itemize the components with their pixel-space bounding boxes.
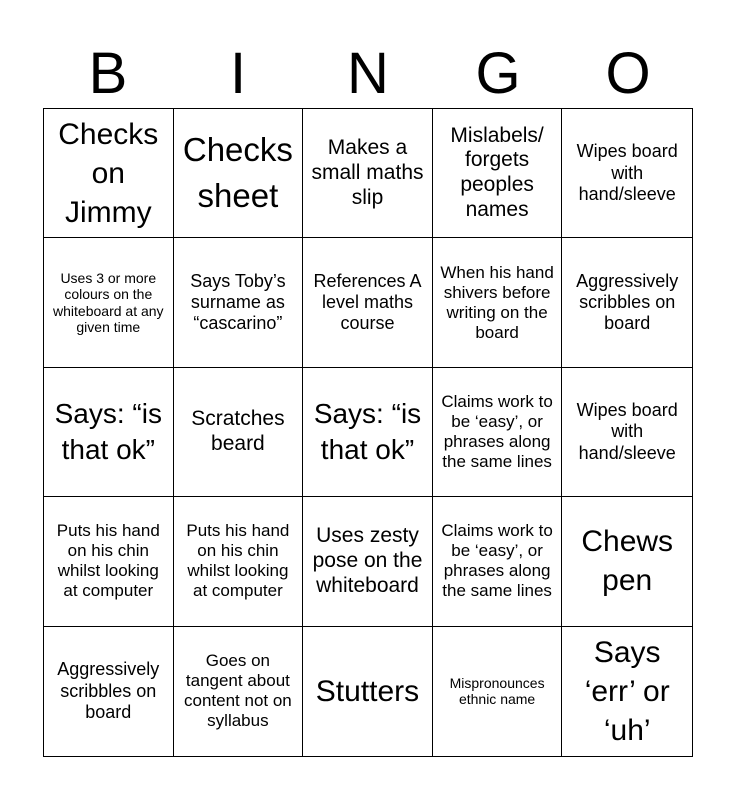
bingo-cell[interactable]: Aggressively scribbles on board — [44, 627, 174, 756]
header-letter-g: G — [475, 41, 521, 106]
bingo-cell[interactable]: Mispronounces ethnic name — [433, 627, 563, 756]
bingo-cell[interactable]: Uses zesty pose on the whiteboard — [303, 497, 433, 626]
bingo-cell[interactable]: Says: “is that ok” — [44, 368, 174, 497]
bingo-cell[interactable]: Checks sheet — [174, 109, 304, 238]
bingo-cell[interactable]: Mislabels/ forgets peoples names — [433, 109, 563, 238]
bingo-board — [43, 108, 693, 757]
header-letter-b: B — [88, 41, 128, 106]
bingo-cell[interactable]: Chews pen — [562, 497, 692, 626]
bingo-cell[interactable]: Puts his hand on his chin whilst looking at computer — [174, 497, 304, 626]
bingo-header — [43, 40, 693, 108]
bingo-cell[interactable]: Makes a small maths slip — [303, 109, 433, 238]
bingo-cell[interactable]: Stutters — [303, 627, 433, 756]
bingo-cell[interactable]: Wipes board with hand/sleeve — [562, 368, 692, 497]
bingo-cell[interactable]: Scratches beard — [174, 368, 304, 497]
header-letter-n: N — [347, 41, 389, 106]
bingo-cell[interactable]: Aggressively scribbles on board — [562, 238, 692, 367]
bingo-cell[interactable]: Checks on Jimmy — [44, 109, 174, 238]
bingo-cell[interactable]: Goes on tangent about content not on syllabus — [174, 627, 304, 756]
bingo-cell[interactable]: When his hand shivers before writing on the board — [433, 238, 563, 367]
header-letter-o: O — [605, 41, 651, 106]
bingo-cell[interactable]: Says Toby’s surname as “cascarino” — [174, 238, 304, 367]
header-letter-i: I — [229, 41, 247, 106]
bingo-cell[interactable]: Claims work to be ‘easy’, or phrases along the same lines — [433, 368, 563, 497]
bingo-cell[interactable]: References A level maths course — [303, 238, 433, 367]
bingo-cell[interactable]: Says ‘err’ or ‘uh’ — [584, 635, 670, 747]
bingo-cell[interactable]: Wipes board with hand/sleeve — [562, 109, 692, 238]
bingo-cell[interactable]: Claims work to be ‘easy’, or phrases along the same lines — [433, 497, 563, 626]
bingo-cell[interactable]: Uses 3 or more colours on the whiteboard at any given time — [44, 238, 174, 367]
bingo-cell[interactable]: Says: “is that ok” — [303, 368, 433, 497]
bingo-cell[interactable]: Puts his hand on his chin whilst looking at computer — [44, 497, 174, 626]
